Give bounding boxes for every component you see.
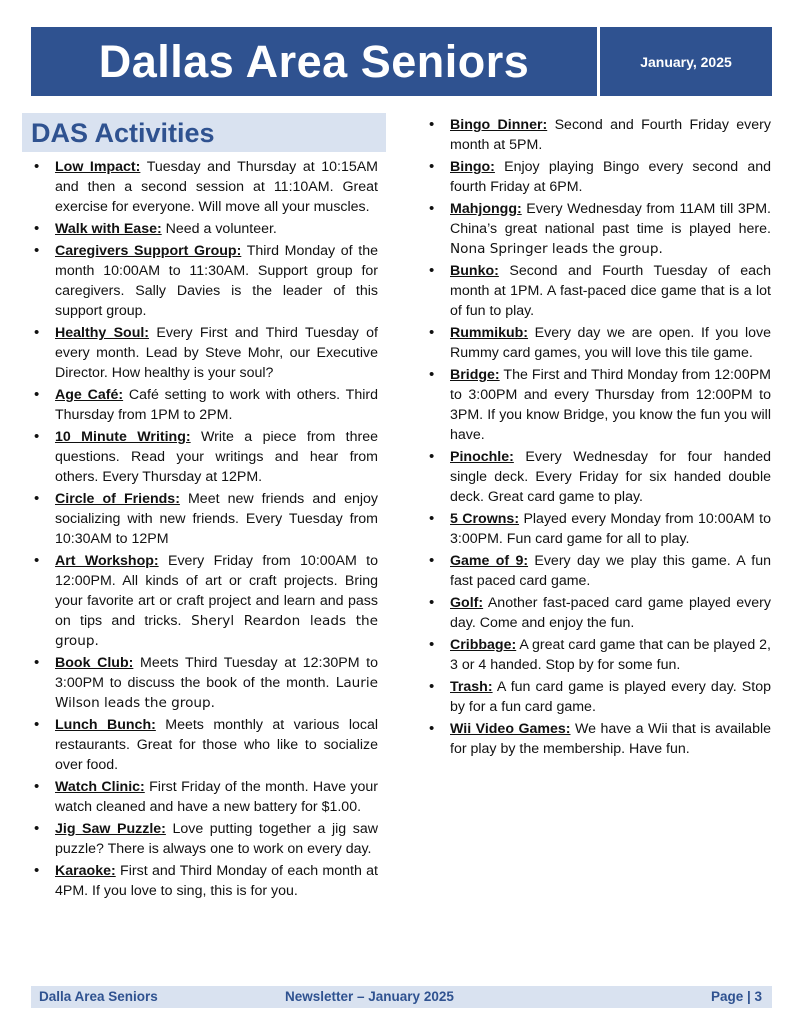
activity-description: Third Monday of the month 10:00AM to 11:30AM. Support group for caregivers. Sally Davies is the leader of this support group. bbox=[55, 243, 378, 319]
activity-item bbox=[424, 323, 771, 363]
activity-description: First and Third Monday of each month at 4PM. If you love to sing, this is for you. bbox=[55, 863, 378, 899]
activity-item bbox=[29, 715, 378, 775]
activity-name: Age Café: bbox=[55, 387, 124, 403]
activity-description: We have a Wii that is available for play by the membership. Have fun. bbox=[450, 721, 772, 757]
activity-name: Walk with Ease: bbox=[55, 221, 162, 237]
activity-item bbox=[29, 427, 378, 487]
activity-name: Book Club: bbox=[55, 655, 134, 671]
activity-description: Another fast-paced card game played every day. Come and enjoy the fun. bbox=[450, 595, 771, 631]
activity-name: Mahjongg: bbox=[450, 201, 522, 217]
footer-page-number: Page | 3 bbox=[710, 989, 762, 1004]
activity-name: Low Impact: bbox=[55, 159, 141, 175]
activity-description: Every Wednesday from 11AM till 3PM. China’s great national past time is played here. bbox=[450, 201, 771, 237]
activity-item bbox=[29, 385, 378, 425]
activity-item bbox=[424, 261, 771, 321]
activity-description: Every First and Third Tuesday of every month. Lead by Steve Mohr, our Executive Director. How healthy is your soul? bbox=[55, 325, 378, 381]
activity-description: Every Wednesday for four handed single deck. Every Friday for six handed double deck. Great card game to play. bbox=[450, 449, 771, 505]
activity-item bbox=[29, 819, 378, 859]
activity-description: Tuesday and Thursday at 10:15AM and then a second session at 11:10AM. Great exercise for everyone. Will move all your muscles. bbox=[55, 159, 379, 215]
activity-name: Lunch Bunch: bbox=[55, 717, 156, 733]
activity-item bbox=[29, 241, 378, 321]
footer-issue: Newsletter – January 2025 bbox=[285, 989, 454, 1004]
activity-description: Meets monthly at various local restaurants. Great for those who like to socialize over food. bbox=[55, 717, 378, 773]
activity-name: Art Workshop: bbox=[55, 553, 159, 569]
activity-description: Second and Fourth Friday every month at 5PM. bbox=[450, 117, 771, 153]
activity-name: 10 Minute Writing: bbox=[55, 429, 191, 445]
activity-item bbox=[424, 719, 771, 759]
activity-description: A great card game that can be played 2, 3 or 4 handed. Stop by for some fun. bbox=[450, 637, 771, 673]
activity-description: Meets Third Tuesday at 12:30PM to 3:00PM to discuss the book of the month. bbox=[55, 655, 378, 691]
activity-item bbox=[424, 447, 771, 507]
activity-name: Game of 9: bbox=[450, 553, 529, 569]
activity-item bbox=[424, 677, 771, 717]
activity-name: Golf: bbox=[450, 595, 484, 611]
activity-item bbox=[424, 365, 771, 445]
activity-leader-note: Laurie Wilson leads the group. bbox=[55, 675, 378, 711]
activity-name: Healthy Soul: bbox=[55, 325, 150, 341]
activity-name: 5 Crowns: bbox=[450, 511, 520, 527]
footer-org-name: Dalla Area Seniors bbox=[39, 989, 158, 1004]
activity-leader-note: Nona Springer leads the group. bbox=[450, 241, 663, 257]
newsletter-title: Dallas Area Seniors bbox=[98, 35, 530, 87]
activity-leader-note: Sheryl Reardon leads the group. bbox=[55, 613, 379, 649]
activity-item bbox=[29, 551, 378, 651]
activity-item bbox=[29, 219, 378, 239]
activity-description: Every day we play this game. A fun fast paced card game. bbox=[450, 553, 771, 589]
activity-name: Bunko: bbox=[450, 263, 499, 279]
issue-date: January, 2025 bbox=[640, 53, 732, 70]
activity-item bbox=[424, 199, 771, 259]
activity-description: Write a piece from three questions. Read your writings and hear from others. Every Thursday at 12PM. bbox=[55, 429, 378, 485]
activity-name: Caregivers Support Group: bbox=[55, 243, 242, 259]
activity-item bbox=[29, 861, 378, 901]
activity-item bbox=[424, 551, 771, 591]
activity-name: Pinochle: bbox=[450, 449, 514, 465]
activity-item bbox=[424, 635, 771, 675]
activity-description: Enjoy playing Bingo every second and fourth Friday at 6PM. bbox=[450, 159, 771, 195]
activities-list-left bbox=[29, 157, 378, 903]
activity-name: Karaoke: bbox=[55, 863, 116, 879]
activity-item bbox=[424, 115, 771, 155]
activity-description: Second and Fourth Tuesday of each month at 1PM. A fast-paced dice game that is a lot of fun to play. bbox=[450, 263, 771, 319]
activity-description: Café setting to work with others. Third Thursday from 1PM to 2PM. bbox=[55, 387, 378, 423]
activity-item bbox=[29, 653, 378, 713]
activity-name: Cribbage: bbox=[450, 637, 517, 653]
activity-description: Meet new friends and enjoy socializing with new friends. Every Tuesday from 10:30AM to 12PM bbox=[55, 491, 378, 547]
activity-name: Bridge: bbox=[450, 367, 500, 383]
activity-description: Love putting together a jig saw puzzle? There is always one to work on every day. bbox=[55, 821, 378, 857]
activity-name: Rummikub: bbox=[450, 325, 529, 341]
activity-item bbox=[424, 509, 771, 549]
masthead bbox=[31, 27, 772, 96]
activity-description: First Friday of the month. Have your watch cleaned and have a new battery for $1.00. bbox=[55, 779, 378, 815]
activities-list-right bbox=[424, 115, 771, 761]
activity-item bbox=[424, 157, 771, 197]
activity-name: Bingo Dinner: bbox=[450, 117, 548, 133]
activity-name: Circle of Friends: bbox=[55, 491, 180, 507]
activity-name: Jig Saw Puzzle: bbox=[55, 821, 166, 837]
activity-description: Played every Monday from 10:00AM to 3:00PM. Fun card game for all to play. bbox=[450, 511, 771, 547]
activity-description: A fun card game is played every day. Stop by for a fun card game. bbox=[450, 679, 771, 715]
activity-description: The First and Third Monday from 12:00PM to 3:00PM and every Thursday from 12:00PM to 3PM. If you know Bridge, you know the fun you will have. bbox=[450, 367, 771, 443]
activity-name: Wii Video Games: bbox=[450, 721, 571, 737]
activity-name: Watch Clinic: bbox=[55, 779, 145, 795]
section-title: DAS Activities bbox=[22, 113, 386, 152]
page-footer bbox=[31, 986, 772, 1008]
activity-name: Trash: bbox=[450, 679, 493, 695]
activity-description: Every Friday from 10:00AM to 12:00PM. All kinds of art or craft projects. Bring your favorite art or craft project and learn and pass on tips and tricks. bbox=[55, 553, 378, 629]
activity-item bbox=[29, 489, 378, 549]
activity-description: Every day we are open. If you love Rummy card games, you will love this tile game. bbox=[450, 325, 771, 361]
activity-name: Bingo: bbox=[450, 159, 495, 175]
activity-item bbox=[29, 323, 378, 383]
activity-description: Need a volunteer. bbox=[161, 221, 277, 237]
activity-item bbox=[29, 157, 378, 217]
activity-item bbox=[424, 593, 771, 633]
activity-item bbox=[29, 777, 378, 817]
